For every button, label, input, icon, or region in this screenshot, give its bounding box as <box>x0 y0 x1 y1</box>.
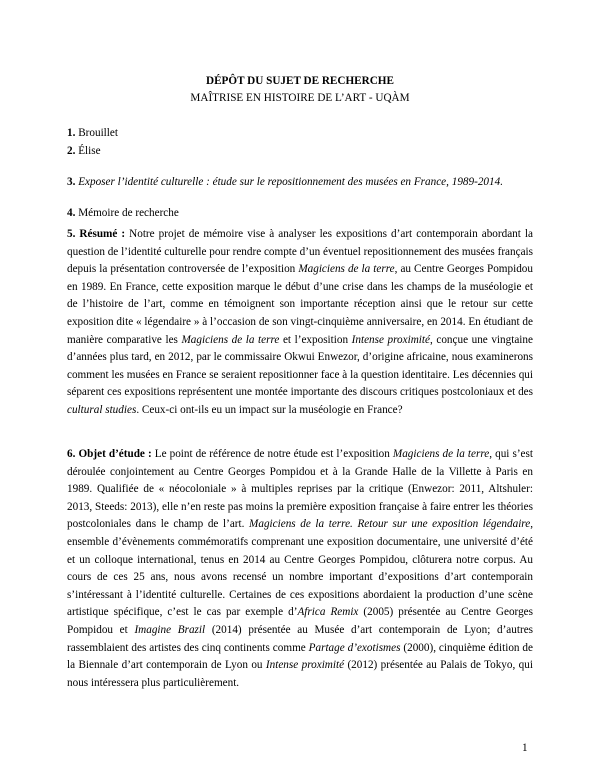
item-3 <box>67 174 533 192</box>
header-title: DÉPÔT DU SUJET DE RECHERCHE <box>206 75 394 87</box>
exhibition-title: Africa Remix <box>297 606 359 619</box>
resume-paragraph <box>67 226 533 420</box>
item-1 <box>67 125 533 143</box>
item-text: Élise <box>78 145 101 157</box>
item-number: 3. <box>67 176 76 188</box>
item-text: Exposer l’identité culturelle : étude sur le repositionnement des musées en France, 1989-2014. <box>78 176 504 188</box>
objet-text: , ensemble d’évènements commémoratifs comprenant une exposition documentaire, une université d’été et un colloque international, tenus en 2014 au Centre Georges Pompidou, clôturera notre corpus. Au cours de ces 25 ans, nous avons recensé un nombre important d’expositions d’art contemporain s’intéressant à l’identité culturelle. Certaines de ces expositions abordaient la production d’une scène artistique spécifique, c’est le cas par exemple d’ <box>67 518 533 619</box>
resume-text: . Ceux-ci ont-ils eu un impact sur la muséologie en France? <box>136 403 403 416</box>
page-number: 1 <box>522 742 528 754</box>
resume-text: Notre projet de mémoire vise à analyser les expositions d’art contemporain abordant la question de l’identité culturelle pour rendre compte d’un éventuel repositionnement des musées français depuis la présentation controversée de l’exposition <box>67 228 533 276</box>
objet-text: (2014) présentée au Musée d’art contemporain de Lyon; d’autres rassemblaient des artistes des cinq continents comme <box>67 623 534 654</box>
objet-text: Le point de référence de notre étude est l’exposition <box>151 448 393 460</box>
exhibition-title: Magiciens de la terre <box>181 333 280 346</box>
exhibition-title: Intense proximité <box>351 333 430 346</box>
objet-paragraph <box>67 446 533 692</box>
item-text: Brouillet <box>78 127 118 139</box>
exhibition-title: Magiciens de la terre <box>298 263 395 276</box>
resume-heading: 5. Résumé : <box>67 228 126 240</box>
item-number: 1. <box>67 127 76 139</box>
emphasis: cultural studies <box>67 403 137 416</box>
item-4 <box>67 205 533 223</box>
objet-text: (2005) présentée au Centre Georges Pompidou et <box>67 606 533 636</box>
exhibition-title: Partage d’exotismes <box>308 641 401 654</box>
header-subtitle: MAÎTRISE EN HISTOIRE DE L’ART - UQÀM <box>190 92 410 104</box>
resume-text: , conçue une vingtaine d’années plus tard, en 2012, par le commissaire Okwui Enwezor, d’origine africaine, nous examinerons comment les musées en France se seraient repositionner face à la question identitaire. Les décennies qui séparent ces expositions représentent une montée importante des discours critiques postcoloniaux et des <box>67 333 533 399</box>
exhibition-title: Intense proximité <box>265 659 345 672</box>
item-number: 4. <box>67 207 76 219</box>
exhibition-title: Imagine Brazil <box>134 623 206 636</box>
exhibition-title: Magiciens de la terre <box>392 448 490 460</box>
item-text: Mémoire de recherche <box>78 207 179 219</box>
item-number: 2. <box>67 145 76 157</box>
resume-text: et l’exposition <box>279 333 352 346</box>
exhibition-title: Magiciens de la terre. Retour sur une exposition légendaire <box>249 518 531 531</box>
objet-text: , qui s’est déroulée conjointement au Centre Georges Pompidou et à la Grande Halle de la Villette à Paris en 1989. Qualifiée de « néocoloniale » à multiples reprises par la critique (Enwezor: 2011, Altshuler: 2013, Steeds: 2013), elle n’en reste pas moins la première exposition française à faire entrer les théories postcoloniales dans le champ de l’art. <box>67 448 533 531</box>
objet-text: (2012) présentée au Palais de Tokyo, qui nous intéressera plus particulièrement. <box>67 659 533 689</box>
objet-text: (2000), cinquième édition de la Biennale d’art contemporain de Lyon ou <box>67 641 533 672</box>
objet-heading: 6. Objet d’étude : <box>67 448 152 460</box>
resume-text: , au Centre Georges Pompidou en 1989. En France, cette exposition marque le début d’une crise dans les champs de la muséologie et de l’histoire de l’art, comme en témoignent son importante réception ainsi que le retour sur cette exposition dite « légendaire » à l’occasion de son vingt-cinquième anniversaire, en 2014. En étudiant de manière comparative les <box>67 263 533 346</box>
item-2 <box>67 143 533 161</box>
